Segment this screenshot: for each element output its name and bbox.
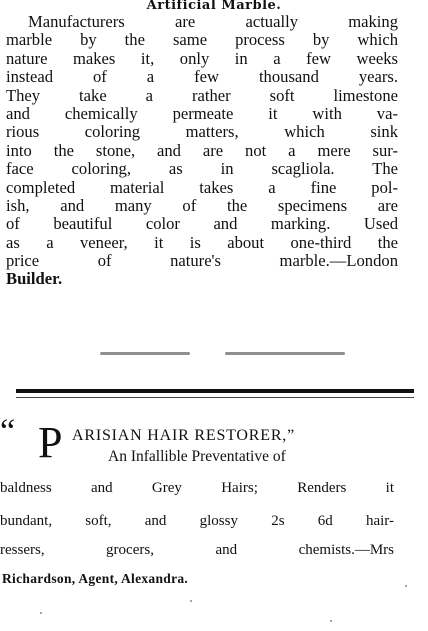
article-line: marble by the same process by which (6, 31, 398, 50)
article-body (6, 13, 398, 289)
section-divider-thick (16, 389, 414, 393)
article-line: Manufacturers are actually making (28, 13, 398, 31)
article-line: as a veneer, it is about one-third the (6, 233, 398, 252)
article-title: Artificial Marble. (146, 0, 282, 13)
ad-title: ARISIAN HAIR RESTORER,” (72, 427, 296, 444)
article-line: into the stone, and are not a mere sur- (6, 141, 398, 160)
article-line: of beautiful color and marking. Used (6, 215, 398, 234)
print-speck (100, 352, 190, 355)
article-line: and chemically permeate it with va- (6, 104, 398, 123)
article-line: face coloring, as in scagliola. The (6, 160, 398, 179)
article-line: They take a rather soft limestone (6, 86, 398, 105)
print-speck (330, 620, 332, 622)
section-divider-thin (16, 397, 414, 398)
ad-signature: Richardson, Agent, Alexandra. (2, 571, 189, 586)
article-line: rious coloring matters, which sink (6, 123, 398, 142)
ad-drop-cap: P (38, 418, 63, 467)
article-line: ish, and many of the specimens are (6, 196, 398, 215)
article-line: instead of a few thousand years. (6, 68, 398, 87)
article-line: price of nature's marble.—London (6, 252, 398, 271)
ad-open-quote: “ (0, 413, 16, 450)
print-speck (225, 352, 345, 355)
article-attribution: Builder. (6, 270, 63, 289)
article-line: completed material takes a fine pol- (6, 178, 398, 197)
ad-subtitle: An Infallible Preventative of (108, 448, 286, 465)
print-speck (40, 612, 42, 614)
article-line: nature makes it, only in a few weeks (6, 49, 398, 68)
print-speck (190, 600, 192, 602)
ad-line: baldness and Grey Hairs; Renders it (0, 480, 394, 496)
print-speck (405, 585, 407, 587)
ad-line: ressers, grocers, and chemists.—Mrs (0, 542, 394, 558)
ad-line: bundant, soft, and glossy 2s 6d hair- (0, 513, 394, 529)
